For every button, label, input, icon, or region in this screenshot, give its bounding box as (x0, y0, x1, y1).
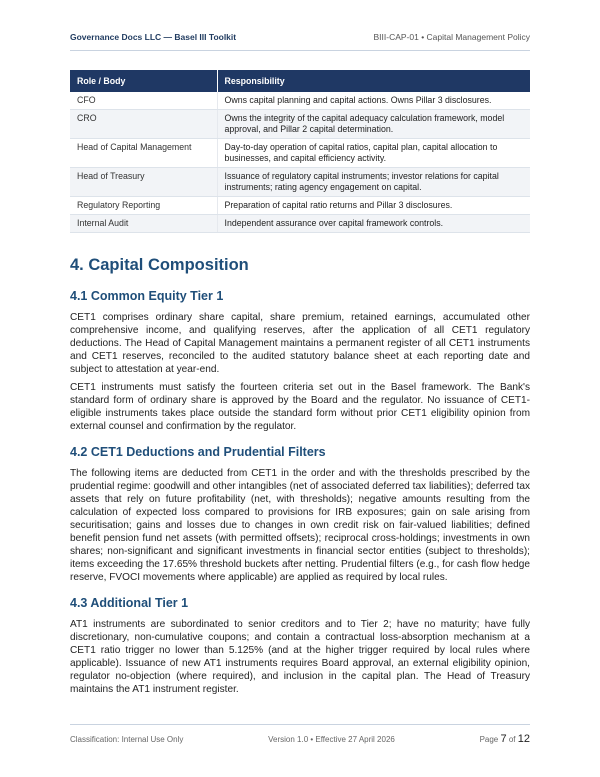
header-org-title: Governance Docs LLC — Basel III Toolkit (70, 32, 237, 42)
header-doc-ref: BIII-CAP-01 • Capital Management Policy (373, 32, 530, 42)
role-cell: Head of Treasury (70, 168, 217, 197)
role-cell: Regulatory Reporting (70, 197, 217, 215)
subsection-title-at1: 4.3 Additional Tier 1 (70, 596, 189, 610)
subsection-title-cet1: 4.1 Common Equity Tier 1 (70, 289, 224, 303)
paragraph-deductions: The following items are deducted from CET1 in the order and with the thresholds prescribed by the prudential regime: goodwill and other intangibles (net of associated deferred tax liabilities); deferred tax assets that rely on future profitability (net, with thresholds); negative amounts resulting from the calculation of expected loss compared to provisions for IRB exposures; gain on sale arising from securitisation; gains and losses due to changes in own credit risk on fair-valued liabilities; defined benefit pension fund net assets (with permitted offsets); reciprocal cross-holdings; investments in own shares; non-significant and significant investments in financial sector entities (subject to thresholds); items exceeding the 17.65% threshold buckets after netting. Prudential filters (e.g., for cash flow hedge reserve, FVOCI movements where applicable) are applied as required by local rules. (70, 468, 530, 583)
page-header (70, 32, 530, 51)
responsibility-cell: Preparation of capital ratio returns and Pillar 3 disclosures. (217, 197, 530, 215)
page-label: Page (479, 735, 499, 744)
responsibility-cell: Independent assurance over capital framework controls. (217, 215, 530, 233)
paragraph-cet1-composition: CET1 comprises ordinary share capital, share premium, retained earnings, accumulated other comprehensive income, and qualifying reserves, after the application of all CET1 regulatory deductions. The Head of Capital Management maintains a permanent register of all CET1 instruments and CET1 reserves, reconciled to the audited statutory balance sheet at each reporting date and subject to attestation at year-end. (70, 312, 530, 375)
paragraph-at1: AT1 instruments are subordinated to senior creditors and to Tier 2; have no maturity; have fully discretionary, non-cumulative coupons; and contain a contractual loss-absorption mechanism at a CET1 ratio trigger no lower than 5.125% (and at the higher trigger required by local rules where applicable). Issuance of new AT1 instruments requires Board approval, an external eligibility opinion, regulator no-objection (where required), and inclusion in the capital plan. The Head of Treasury maintains the AT1 instrument register. (70, 619, 530, 695)
section-title: 4. Capital Composition (70, 256, 249, 274)
responsibility-cell: Owns capital planning and capital actions. Owns Pillar 3 disclosures. (217, 92, 530, 110)
footer-version: Version 1.0 • Effective 27 April 2026 (268, 735, 395, 744)
column-header-role: Role / Body (70, 70, 217, 92)
page-number (480, 733, 530, 745)
table-row (70, 110, 530, 139)
table-header-row (70, 70, 530, 92)
table-row (70, 197, 530, 215)
page-total: 12 (517, 733, 530, 745)
responsibility-cell: Owns the integrity of the capital adequacy calculation framework, model approval, and Pillar 2 capital determination. (217, 110, 530, 139)
role-cell: Internal Audit (70, 215, 217, 233)
table-row (70, 139, 530, 168)
page-footer (70, 724, 530, 745)
section-content (70, 256, 530, 701)
subsection-title-deductions: 4.2 CET1 Deductions and Prudential Filters (70, 445, 326, 459)
paragraph-cet1-criteria: CET1 instruments must satisfy the fourteen criteria set out in the Basel framework. The Bank's standard form of ordinary share is approved by the Board and the regulator. No issuance of CET1-eligible instruments takes place outside the standard form without prior CET1 eligibility opinion from external counsel and confirmation by the regulator. (70, 382, 530, 432)
table-row (70, 92, 530, 110)
page-current: 7 (500, 733, 507, 745)
role-cell: Head of Capital Management (70, 139, 217, 168)
responsibility-cell: Issuance of regulatory capital instruments; investor relations for capital instruments; rating agency engagement on capital. (217, 168, 530, 197)
table-row (70, 168, 530, 197)
table-row (70, 215, 530, 233)
role-cell: CRO (70, 110, 217, 139)
footer-classification: Classification: Internal Use Only (70, 735, 184, 744)
page-of: of (508, 735, 516, 744)
role-cell: CFO (70, 92, 217, 110)
column-header-responsibility: Responsibility (217, 70, 530, 92)
responsibility-table (70, 70, 530, 233)
responsibility-cell: Day-to-day operation of capital ratios, capital plan, capital allocation to businesses, and capital efficiency activity. (217, 139, 530, 168)
